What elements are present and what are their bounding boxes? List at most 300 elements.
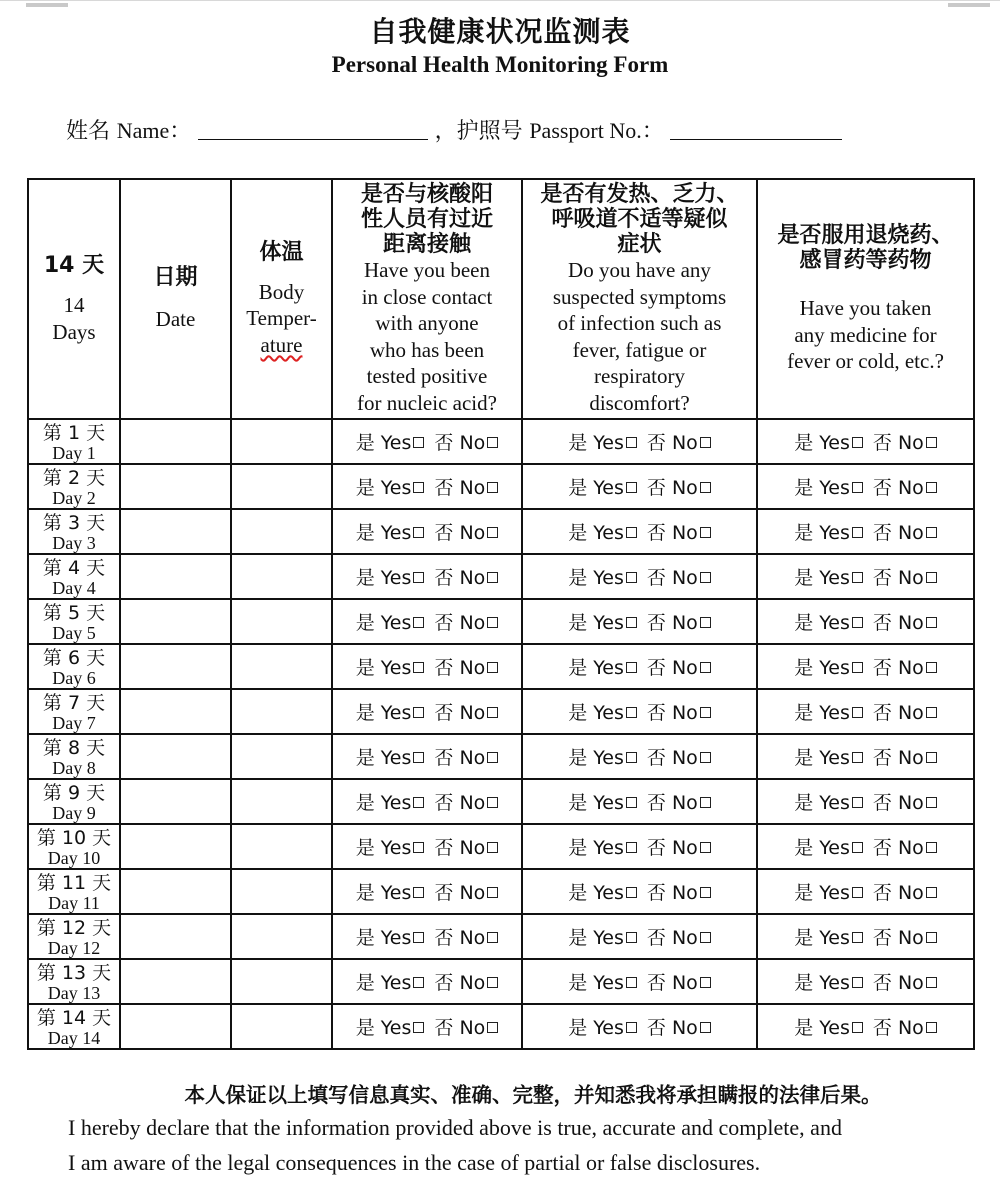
yes-checkbox[interactable] bbox=[626, 1022, 637, 1033]
no-option-label: 否 No bbox=[872, 747, 924, 769]
table-row bbox=[28, 419, 974, 464]
medicine-answer-cell bbox=[757, 959, 974, 1004]
form-title-english: Personal Health Monitoring Form bbox=[331, 52, 669, 77]
no-checkbox[interactable] bbox=[926, 437, 937, 448]
header-symptoms-en1: Do you have any bbox=[568, 258, 711, 282]
table-row bbox=[28, 1004, 974, 1049]
medicine-answer-cell bbox=[757, 689, 974, 734]
yes-checkbox[interactable] bbox=[852, 887, 863, 898]
no-checkbox[interactable] bbox=[700, 437, 711, 448]
monitoring-table bbox=[27, 178, 975, 1050]
temperature-cell[interactable] bbox=[231, 959, 332, 1004]
yes-checkbox[interactable] bbox=[626, 977, 637, 988]
yes-option-label: 是 Yes bbox=[355, 477, 412, 499]
contact-answer-cell bbox=[332, 914, 522, 959]
yes-option-label: 是 Yes bbox=[794, 522, 850, 544]
day-label-cn: 第 4 天 bbox=[42, 556, 106, 579]
date-cell[interactable] bbox=[120, 554, 231, 599]
no-checkbox[interactable] bbox=[487, 797, 498, 808]
yes-checkbox[interactable] bbox=[626, 437, 637, 448]
no-checkbox[interactable] bbox=[487, 437, 498, 448]
symptoms-answer-cell bbox=[522, 869, 757, 914]
medicine-answer-cell bbox=[757, 734, 974, 779]
medicine-answer-cell bbox=[757, 824, 974, 869]
table-row bbox=[28, 464, 974, 509]
header-date-en: Date bbox=[155, 307, 196, 332]
page-corner-mark-left bbox=[26, 3, 68, 7]
medicine-answer-cell bbox=[757, 554, 974, 599]
header-contact-cn1: 是否与核酸阳 bbox=[360, 182, 493, 207]
yes-option-label: 是 Yes bbox=[794, 882, 850, 904]
identity-line bbox=[66, 114, 946, 145]
temperature-cell[interactable] bbox=[231, 824, 332, 869]
yes-checkbox[interactable] bbox=[413, 1022, 424, 1033]
contact-answer-cell bbox=[332, 464, 522, 509]
day-cell bbox=[28, 644, 120, 689]
temperature-cell[interactable] bbox=[231, 1004, 332, 1049]
yes-checkbox[interactable] bbox=[413, 662, 424, 673]
temperature-cell[interactable] bbox=[231, 689, 332, 734]
no-checkbox[interactable] bbox=[926, 527, 937, 538]
yes-option-label: 是 Yes bbox=[355, 792, 412, 814]
yes-checkbox[interactable] bbox=[852, 932, 863, 943]
no-option-label: 否 No bbox=[872, 882, 924, 904]
header-contact-en2: in close contact bbox=[361, 284, 493, 309]
page-corner-mark-right bbox=[948, 3, 990, 7]
no-checkbox[interactable] bbox=[926, 752, 937, 763]
header-close-contact bbox=[332, 179, 522, 419]
yes-checkbox[interactable] bbox=[413, 572, 424, 583]
no-option-label: 否 No bbox=[872, 792, 924, 814]
no-checkbox[interactable] bbox=[700, 617, 711, 628]
yes-option-label: 是 Yes bbox=[355, 882, 412, 904]
contact-answer-cell bbox=[332, 644, 522, 689]
yes-option-label: 是 Yes bbox=[794, 837, 850, 859]
yes-option-label: 是 Yes bbox=[568, 972, 624, 994]
yes-checkbox[interactable] bbox=[852, 1022, 863, 1033]
yes-option-label: 是 Yes bbox=[355, 567, 412, 589]
no-checkbox[interactable] bbox=[487, 752, 498, 763]
header-contact-en3: with anyone bbox=[375, 311, 479, 335]
symptoms-answer-cell bbox=[522, 599, 757, 644]
header-contact-en4: who has been bbox=[369, 337, 485, 362]
form-title-chinese: 自我健康状况监测表 bbox=[369, 15, 631, 48]
no-option-label: 否 No bbox=[646, 567, 698, 589]
no-option-label: 否 No bbox=[646, 432, 698, 454]
day-label-en: Day 13 bbox=[47, 982, 101, 1003]
yes-checkbox[interactable] bbox=[852, 482, 863, 493]
day-cell bbox=[28, 599, 120, 644]
passport-field[interactable] bbox=[670, 121, 842, 140]
day-cell bbox=[28, 1004, 120, 1049]
yes-option-label: 是 Yes bbox=[794, 1017, 850, 1039]
yes-option-label: 是 Yes bbox=[794, 792, 850, 814]
yes-checkbox[interactable] bbox=[626, 707, 637, 718]
date-cell[interactable] bbox=[120, 599, 231, 644]
yes-checkbox[interactable] bbox=[626, 752, 637, 763]
day-cell bbox=[28, 869, 120, 914]
header-days bbox=[28, 179, 120, 419]
table-row bbox=[28, 779, 974, 824]
yes-option-label: 是 Yes bbox=[568, 702, 624, 724]
contact-answer-cell bbox=[332, 554, 522, 599]
no-checkbox[interactable] bbox=[926, 797, 937, 808]
medicine-answer-cell bbox=[757, 1004, 974, 1049]
day-label-cn: 第 11 天 bbox=[36, 871, 112, 894]
header-days-cn: 14 天 bbox=[43, 253, 105, 278]
date-cell[interactable] bbox=[120, 464, 231, 509]
date-cell[interactable] bbox=[120, 644, 231, 689]
no-checkbox[interactable] bbox=[926, 977, 937, 988]
header-temp-en3: ature bbox=[260, 332, 303, 357]
yes-checkbox[interactable] bbox=[852, 617, 863, 628]
no-checkbox[interactable] bbox=[926, 482, 937, 493]
yes-checkbox[interactable] bbox=[852, 977, 863, 988]
yes-checkbox[interactable] bbox=[852, 707, 863, 718]
day-label-en: Day 12 bbox=[47, 937, 101, 958]
table-row bbox=[28, 734, 974, 779]
no-option-label: 否 No bbox=[434, 567, 486, 589]
day-label-cn: 第 5 天 bbox=[42, 601, 106, 624]
no-option-label: 否 No bbox=[872, 567, 924, 589]
no-option-label: 否 No bbox=[872, 972, 924, 994]
yes-checkbox[interactable] bbox=[626, 482, 637, 493]
date-cell[interactable] bbox=[120, 959, 231, 1004]
symptoms-answer-cell bbox=[522, 644, 757, 689]
header-date bbox=[120, 179, 231, 419]
header-contact-cn3: 距离接触 bbox=[382, 232, 471, 257]
no-option-label: 否 No bbox=[434, 972, 486, 994]
day-cell bbox=[28, 419, 120, 464]
yes-option-label: 是 Yes bbox=[794, 747, 850, 769]
header-temp-en2: Temper- bbox=[246, 306, 317, 331]
header-symptoms-cn3: 症状 bbox=[617, 232, 662, 257]
medicine-answer-cell bbox=[757, 509, 974, 554]
day-label-en: Day 3 bbox=[52, 532, 96, 553]
day-label-en: Day 4 bbox=[52, 577, 96, 598]
no-checkbox[interactable] bbox=[487, 482, 498, 493]
no-option-label: 否 No bbox=[434, 657, 486, 679]
no-checkbox[interactable] bbox=[926, 572, 937, 583]
symptoms-answer-cell bbox=[522, 509, 757, 554]
no-option-label: 否 No bbox=[434, 477, 486, 499]
date-cell[interactable] bbox=[120, 824, 231, 869]
no-option-label: 否 No bbox=[434, 792, 486, 814]
no-option-label: 否 No bbox=[646, 477, 698, 499]
no-checkbox[interactable] bbox=[700, 797, 711, 808]
day-label-cn: 第 12 天 bbox=[36, 916, 112, 939]
no-option-label: 否 No bbox=[434, 522, 486, 544]
yes-checkbox[interactable] bbox=[626, 662, 637, 673]
no-option-label: 否 No bbox=[646, 1017, 698, 1039]
yes-checkbox[interactable] bbox=[413, 482, 424, 493]
no-option-label: 否 No bbox=[434, 747, 486, 769]
yes-checkbox[interactable] bbox=[413, 707, 424, 718]
yes-option-label: 是 Yes bbox=[568, 432, 624, 454]
yes-checkbox[interactable] bbox=[413, 887, 424, 898]
temperature-cell[interactable] bbox=[231, 464, 332, 509]
yes-option-label: 是 Yes bbox=[355, 702, 412, 724]
no-checkbox[interactable] bbox=[487, 1022, 498, 1033]
no-checkbox[interactable] bbox=[487, 887, 498, 898]
date-cell[interactable] bbox=[120, 734, 231, 779]
medicine-answer-cell bbox=[757, 914, 974, 959]
yes-option-label: 是 Yes bbox=[355, 927, 412, 949]
yes-checkbox[interactable] bbox=[852, 797, 863, 808]
yes-checkbox[interactable] bbox=[413, 932, 424, 943]
date-cell[interactable] bbox=[120, 779, 231, 824]
temperature-cell[interactable] bbox=[231, 869, 332, 914]
temperature-cell[interactable] bbox=[231, 554, 332, 599]
no-checkbox[interactable] bbox=[700, 527, 711, 538]
yes-option-label: 是 Yes bbox=[355, 522, 412, 544]
table-header-row bbox=[28, 179, 974, 419]
yes-option-label: 是 Yes bbox=[355, 837, 412, 859]
no-option-label: 否 No bbox=[646, 702, 698, 724]
day-label-en: Day 14 bbox=[47, 1027, 101, 1048]
contact-answer-cell bbox=[332, 1004, 522, 1049]
yes-checkbox[interactable] bbox=[413, 977, 424, 988]
header-symptoms-en6: discomfort? bbox=[589, 390, 690, 415]
no-checkbox[interactable] bbox=[700, 842, 711, 853]
header-contact-cn2: 性人员有过近 bbox=[360, 207, 493, 232]
date-cell[interactable] bbox=[120, 689, 231, 734]
no-checkbox[interactable] bbox=[926, 707, 937, 718]
no-checkbox[interactable] bbox=[926, 887, 937, 898]
no-option-label: 否 No bbox=[872, 657, 924, 679]
no-option-label: 否 No bbox=[872, 927, 924, 949]
header-contact-en1: Have you been bbox=[364, 258, 490, 282]
contact-answer-cell bbox=[332, 734, 522, 779]
medicine-answer-cell bbox=[757, 419, 974, 464]
yes-option-label: 是 Yes bbox=[794, 972, 850, 994]
date-cell[interactable] bbox=[120, 419, 231, 464]
medicine-answer-cell bbox=[757, 644, 974, 689]
no-checkbox[interactable] bbox=[700, 482, 711, 493]
temperature-cell[interactable] bbox=[231, 779, 332, 824]
no-option-label: 否 No bbox=[646, 972, 698, 994]
no-option-label: 否 No bbox=[434, 1017, 486, 1039]
no-checkbox[interactable] bbox=[487, 617, 498, 628]
day-cell bbox=[28, 779, 120, 824]
date-cell[interactable] bbox=[120, 509, 231, 554]
header-contact-en6: for nucleic acid? bbox=[357, 390, 497, 415]
no-checkbox[interactable] bbox=[700, 707, 711, 718]
no-checkbox[interactable] bbox=[700, 887, 711, 898]
header-medicine-en3: fever or cold, etc.? bbox=[787, 349, 944, 374]
yes-checkbox[interactable] bbox=[413, 752, 424, 763]
contact-answer-cell bbox=[332, 959, 522, 1004]
day-label-en: Day 6 bbox=[52, 667, 96, 688]
header-temp-en1: Body bbox=[258, 279, 305, 304]
day-label-cn: 第 10 天 bbox=[36, 826, 112, 849]
yes-checkbox[interactable] bbox=[852, 752, 863, 763]
yes-checkbox[interactable] bbox=[626, 842, 637, 853]
yes-option-label: 是 Yes bbox=[794, 432, 850, 454]
no-checkbox[interactable] bbox=[487, 662, 498, 673]
yes-checkbox[interactable] bbox=[413, 617, 424, 628]
symptoms-answer-cell bbox=[522, 959, 757, 1004]
yes-checkbox[interactable] bbox=[626, 797, 637, 808]
no-checkbox[interactable] bbox=[926, 662, 937, 673]
name-field[interactable] bbox=[198, 121, 428, 140]
no-checkbox[interactable] bbox=[926, 1022, 937, 1033]
temperature-cell[interactable] bbox=[231, 599, 332, 644]
medicine-answer-cell bbox=[757, 779, 974, 824]
date-cell[interactable] bbox=[120, 1004, 231, 1049]
day-cell bbox=[28, 824, 120, 869]
yes-checkbox[interactable] bbox=[626, 617, 637, 628]
no-checkbox[interactable] bbox=[926, 842, 937, 853]
table-row bbox=[28, 554, 974, 599]
temperature-cell[interactable] bbox=[231, 914, 332, 959]
no-checkbox[interactable] bbox=[700, 572, 711, 583]
table-row bbox=[28, 689, 974, 734]
table-row bbox=[28, 824, 974, 869]
no-option-label: 否 No bbox=[872, 702, 924, 724]
symptoms-answer-cell bbox=[522, 1004, 757, 1049]
yes-option-label: 是 Yes bbox=[355, 612, 412, 634]
header-medicine bbox=[757, 179, 974, 419]
contact-answer-cell bbox=[332, 419, 522, 464]
yes-option-label: 是 Yes bbox=[568, 657, 624, 679]
header-contact-en5: tested positive bbox=[366, 364, 488, 388]
symptoms-answer-cell bbox=[522, 824, 757, 869]
table-row bbox=[28, 959, 974, 1004]
passport-label-chinese: ，护照号 bbox=[434, 119, 523, 144]
no-option-label: 否 No bbox=[872, 432, 924, 454]
no-checkbox[interactable] bbox=[700, 932, 711, 943]
yes-option-label: 是 Yes bbox=[568, 477, 624, 499]
header-symptoms-cn1: 是否有发热、乏力、 bbox=[540, 182, 739, 207]
date-cell[interactable] bbox=[120, 914, 231, 959]
no-checkbox[interactable] bbox=[926, 932, 937, 943]
no-checkbox[interactable] bbox=[700, 977, 711, 988]
name-label-english: Name： bbox=[116, 118, 192, 143]
header-days-en1: 14 bbox=[63, 293, 85, 317]
day-label-en: Day 10 bbox=[47, 847, 101, 868]
no-option-label: 否 No bbox=[872, 522, 924, 544]
declaration-english-line-2: I am aware of the legal consequences in the case of partial or false disclosures. bbox=[68, 1150, 761, 1175]
yes-option-label: 是 Yes bbox=[794, 612, 850, 634]
yes-checkbox[interactable] bbox=[413, 437, 424, 448]
day-cell bbox=[28, 464, 120, 509]
day-label-cn: 第 14 天 bbox=[36, 1006, 112, 1029]
temperature-cell[interactable] bbox=[231, 644, 332, 689]
declaration-english-line-1: I hereby declare that the information provided above is true, accurate and complete, and bbox=[68, 1115, 842, 1140]
yes-option-label: 是 Yes bbox=[794, 927, 850, 949]
yes-checkbox[interactable] bbox=[852, 662, 863, 673]
yes-option-label: 是 Yes bbox=[794, 477, 850, 499]
no-checkbox[interactable] bbox=[487, 977, 498, 988]
no-checkbox[interactable] bbox=[487, 842, 498, 853]
header-temp-cn: 体温 bbox=[259, 239, 304, 265]
day-cell bbox=[28, 509, 120, 554]
table-row bbox=[28, 599, 974, 644]
temperature-cell[interactable] bbox=[231, 419, 332, 464]
header-medicine-en1: Have you taken bbox=[799, 296, 932, 321]
header-medicine-cn2: 感冒药等药物 bbox=[799, 248, 932, 274]
no-checkbox[interactable] bbox=[487, 572, 498, 583]
no-option-label: 否 No bbox=[434, 927, 486, 949]
no-option-label: 否 No bbox=[872, 612, 924, 634]
date-cell[interactable] bbox=[120, 869, 231, 914]
yes-option-label: 是 Yes bbox=[794, 657, 850, 679]
day-cell bbox=[28, 959, 120, 1004]
no-checkbox[interactable] bbox=[700, 1022, 711, 1033]
yes-checkbox[interactable] bbox=[413, 842, 424, 853]
no-checkbox[interactable] bbox=[700, 662, 711, 673]
header-symptoms bbox=[522, 179, 757, 419]
passport-label-english: Passport No.： bbox=[529, 118, 664, 143]
day-label-cn: 第 7 天 bbox=[42, 691, 106, 714]
contact-answer-cell bbox=[332, 869, 522, 914]
day-cell bbox=[28, 734, 120, 779]
header-symptoms-en4: fever, fatigue or bbox=[572, 337, 707, 362]
no-option-label: 否 No bbox=[646, 612, 698, 634]
day-cell bbox=[28, 554, 120, 599]
header-symptoms-en3: of infection such as bbox=[557, 311, 722, 335]
header-temperature bbox=[231, 179, 332, 419]
day-label-cn: 第 13 天 bbox=[36, 961, 112, 984]
no-option-label: 否 No bbox=[434, 432, 486, 454]
symptoms-answer-cell bbox=[522, 779, 757, 824]
day-label-cn: 第 2 天 bbox=[42, 466, 106, 489]
medicine-answer-cell bbox=[757, 464, 974, 509]
no-option-label: 否 No bbox=[434, 837, 486, 859]
yes-checkbox[interactable] bbox=[852, 527, 863, 538]
yes-option-label: 是 Yes bbox=[568, 1017, 624, 1039]
yes-option-label: 是 Yes bbox=[568, 612, 624, 634]
temperature-cell[interactable] bbox=[231, 509, 332, 554]
yes-option-label: 是 Yes bbox=[568, 567, 624, 589]
yes-option-label: 是 Yes bbox=[568, 927, 624, 949]
no-checkbox[interactable] bbox=[487, 707, 498, 718]
no-checkbox[interactable] bbox=[487, 932, 498, 943]
yes-checkbox[interactable] bbox=[626, 887, 637, 898]
no-checkbox[interactable] bbox=[926, 617, 937, 628]
yes-checkbox[interactable] bbox=[852, 572, 863, 583]
table-row bbox=[28, 914, 974, 959]
yes-checkbox[interactable] bbox=[413, 527, 424, 538]
header-symptoms-en5: respiratory bbox=[594, 364, 685, 388]
contact-answer-cell bbox=[332, 689, 522, 734]
yes-checkbox[interactable] bbox=[413, 797, 424, 808]
header-date-cn: 日期 bbox=[153, 265, 198, 291]
no-checkbox[interactable] bbox=[700, 752, 711, 763]
table-row bbox=[28, 869, 974, 914]
day-label-en: Day 5 bbox=[52, 622, 96, 643]
yes-option-label: 是 Yes bbox=[568, 747, 624, 769]
yes-checkbox[interactable] bbox=[852, 437, 863, 448]
yes-checkbox[interactable] bbox=[626, 572, 637, 583]
yes-option-label: 是 Yes bbox=[568, 882, 624, 904]
header-days-en2: Days bbox=[52, 319, 96, 344]
contact-answer-cell bbox=[332, 509, 522, 554]
contact-answer-cell bbox=[332, 824, 522, 869]
header-medicine-cn1: 是否服用退烧药、 bbox=[777, 223, 954, 249]
yes-checkbox[interactable] bbox=[626, 932, 637, 943]
no-option-label: 否 No bbox=[872, 1017, 924, 1039]
temperature-cell[interactable] bbox=[231, 734, 332, 779]
yes-checkbox[interactable] bbox=[626, 527, 637, 538]
symptoms-answer-cell bbox=[522, 464, 757, 509]
no-option-label: 否 No bbox=[646, 837, 698, 859]
yes-option-label: 是 Yes bbox=[568, 792, 624, 814]
symptoms-answer-cell bbox=[522, 914, 757, 959]
no-checkbox[interactable] bbox=[487, 527, 498, 538]
yes-checkbox[interactable] bbox=[852, 842, 863, 853]
